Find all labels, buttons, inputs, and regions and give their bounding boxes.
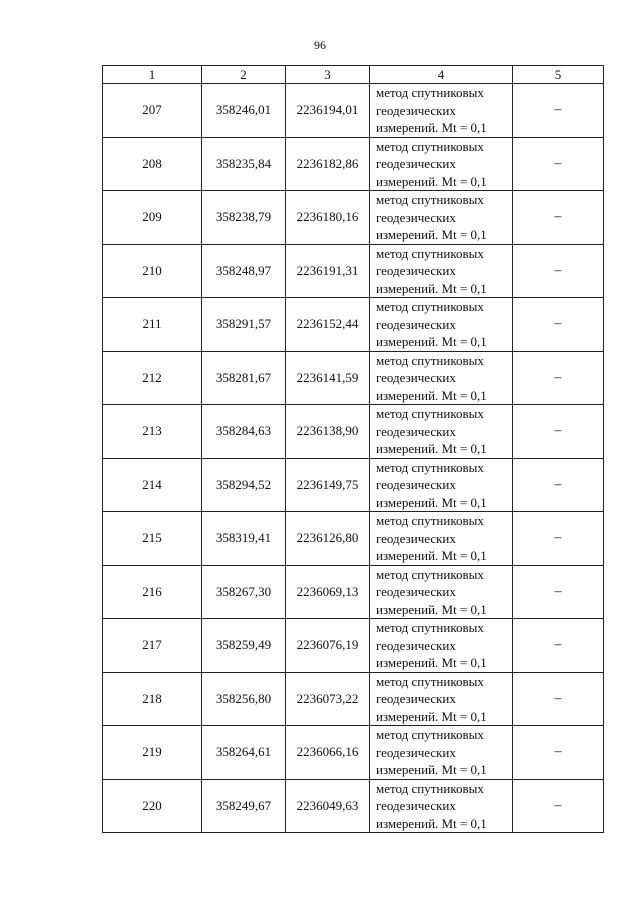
method-cell	[370, 405, 513, 459]
point-number-cell: 219	[103, 726, 202, 780]
y-coordinate-cell: 2236049,63	[286, 779, 370, 833]
method-line-1: метод спутниковых	[376, 406, 484, 421]
method-line-1: метод спутниковых	[376, 85, 484, 100]
table-row	[103, 458, 604, 512]
header-col-3: 3	[286, 66, 370, 84]
method-line-2: геодезических	[376, 691, 456, 706]
method-line-3: измерений. Mt = 0,1	[376, 441, 487, 456]
table-row	[103, 84, 604, 138]
point-number-cell: 209	[103, 191, 202, 245]
method-line-3: измерений. Mt = 0,1	[376, 173, 487, 189]
method-cell	[370, 565, 513, 619]
header-col-2: 2	[202, 66, 286, 84]
column-5-cell: –	[513, 298, 604, 352]
method-cell	[370, 298, 513, 352]
column-5-cell: –	[513, 619, 604, 673]
x-coordinate-cell: 358281,67	[202, 351, 286, 405]
method-line-2: геодезических	[376, 637, 456, 653]
method-cell	[370, 619, 513, 673]
method-line-1: метод спутниковых	[376, 192, 484, 207]
column-5-cell: –	[513, 779, 604, 833]
header-col-5: 5	[513, 66, 604, 84]
x-coordinate-cell: 358264,61	[202, 726, 286, 780]
table-row	[103, 512, 604, 566]
page-number: 96	[314, 38, 326, 52]
column-5-cell: –	[513, 84, 604, 138]
x-coordinate-cell: 358256,80	[202, 672, 286, 726]
y-coordinate-cell: 2236126,80	[286, 512, 370, 566]
y-coordinate-cell: 2236066,16	[286, 726, 370, 780]
method-line-1: метод спутниковых	[376, 727, 484, 742]
method-line-3: измерений. Mt = 0,1	[376, 494, 487, 510]
x-coordinate-cell: 358319,41	[202, 512, 286, 566]
x-coordinate-cell: 358248,97	[202, 244, 286, 298]
column-5-cell: –	[513, 512, 604, 566]
method-cell	[370, 351, 513, 405]
table-body	[103, 84, 604, 833]
method-line-2: геодезических	[376, 584, 456, 599]
method-line-3: измерений. Mt = 0,1	[376, 815, 487, 831]
point-number-cell: 208	[103, 137, 202, 191]
method-line-3: измерений. Mt = 0,1	[376, 762, 487, 777]
method-line-1: метод спутниковых	[376, 299, 484, 314]
method-cell	[370, 726, 513, 780]
y-coordinate-cell: 2236191,31	[286, 244, 370, 298]
table-row	[103, 726, 604, 780]
method-line-2: геодезических	[376, 156, 456, 171]
method-line-1: метод спутниковых	[376, 459, 484, 475]
method-cell	[370, 137, 513, 191]
point-number-cell: 212	[103, 351, 202, 405]
method-line-3: измерений. Mt = 0,1	[376, 334, 487, 349]
point-number-cell: 215	[103, 512, 202, 566]
x-coordinate-cell: 358238,79	[202, 191, 286, 245]
y-coordinate-cell: 2236180,16	[286, 191, 370, 245]
method-line-3: измерений. Mt = 0,1	[376, 280, 487, 296]
point-number-cell: 213	[103, 405, 202, 459]
x-coordinate-cell: 358284,63	[202, 405, 286, 459]
method-line-3: измерений. Mt = 0,1	[376, 120, 487, 135]
method-line-2: геодезических	[376, 102, 456, 118]
x-coordinate-cell: 358291,57	[202, 298, 286, 352]
column-5-cell: –	[513, 405, 604, 459]
method-line-1: метод спутниковых	[376, 673, 484, 689]
point-number-cell: 218	[103, 672, 202, 726]
point-number-cell: 217	[103, 619, 202, 673]
method-line-2: геодезических	[376, 370, 456, 385]
column-5-cell: –	[513, 565, 604, 619]
method-cell	[370, 512, 513, 566]
method-cell	[370, 244, 513, 298]
x-coordinate-cell: 358249,67	[202, 779, 286, 833]
point-number-cell: 220	[103, 779, 202, 833]
point-number-cell: 216	[103, 565, 202, 619]
y-coordinate-cell: 2236182,86	[286, 137, 370, 191]
column-5-cell: –	[513, 458, 604, 512]
method-cell	[370, 191, 513, 245]
method-line-2: геодезических	[376, 316, 456, 332]
method-line-3: измерений. Mt = 0,1	[376, 655, 487, 670]
table-row	[103, 137, 604, 191]
method-line-3: измерений. Mt = 0,1	[376, 548, 487, 563]
method-line-2: геодезических	[376, 530, 456, 546]
table-row	[103, 191, 604, 245]
method-cell	[370, 458, 513, 512]
method-line-3: измерений. Mt = 0,1	[376, 387, 487, 403]
y-coordinate-cell: 2236194,01	[286, 84, 370, 138]
y-coordinate-cell: 2236149,75	[286, 458, 370, 512]
point-number-cell: 214	[103, 458, 202, 512]
method-line-1: метод спутниковых	[376, 138, 484, 154]
table-row	[103, 244, 604, 298]
x-coordinate-cell: 358246,01	[202, 84, 286, 138]
column-5-cell: –	[513, 191, 604, 245]
method-line-2: геодезических	[376, 477, 456, 492]
method-line-1: метод спутниковых	[376, 245, 484, 261]
table-row	[103, 351, 604, 405]
method-cell	[370, 672, 513, 726]
method-line-2: геодезических	[376, 798, 456, 813]
x-coordinate-cell: 358267,30	[202, 565, 286, 619]
method-line-2: геодезических	[376, 263, 456, 278]
table-row	[103, 405, 604, 459]
method-line-1: метод спутниковых	[376, 513, 484, 528]
method-cell	[370, 779, 513, 833]
table-row	[103, 298, 604, 352]
header-col-1: 1	[103, 66, 202, 84]
x-coordinate-cell: 358235,84	[202, 137, 286, 191]
header-row	[103, 66, 604, 84]
method-line-2: геодезических	[376, 209, 456, 225]
method-line-3: измерений. Mt = 0,1	[376, 601, 487, 617]
y-coordinate-cell: 2236141,59	[286, 351, 370, 405]
method-line-1: метод спутниковых	[376, 780, 484, 796]
table-row	[103, 672, 604, 726]
y-coordinate-cell: 2236073,22	[286, 672, 370, 726]
column-5-cell: –	[513, 672, 604, 726]
method-line-3: измерений. Mt = 0,1	[376, 708, 487, 724]
point-number-cell: 210	[103, 244, 202, 298]
method-line-2: геодезических	[376, 423, 456, 439]
table-row	[103, 565, 604, 619]
point-number-cell: 207	[103, 84, 202, 138]
method-line-1: метод спутниковых	[376, 352, 484, 368]
method-line-3: измерений. Mt = 0,1	[376, 227, 487, 242]
point-number-cell: 211	[103, 298, 202, 352]
header-col-4: 4	[370, 66, 513, 84]
coordinates-table	[102, 65, 604, 833]
table-row	[103, 779, 604, 833]
column-5-cell: –	[513, 726, 604, 780]
column-5-cell: –	[513, 137, 604, 191]
method-line-2: геодезических	[376, 744, 456, 760]
column-5-cell: –	[513, 351, 604, 405]
y-coordinate-cell: 2236152,44	[286, 298, 370, 352]
x-coordinate-cell: 358294,52	[202, 458, 286, 512]
y-coordinate-cell: 2236138,90	[286, 405, 370, 459]
method-cell	[370, 84, 513, 138]
table-row	[103, 619, 604, 673]
y-coordinate-cell: 2236069,13	[286, 565, 370, 619]
x-coordinate-cell: 358259,49	[202, 619, 286, 673]
method-line-1: метод спутниковых	[376, 620, 484, 635]
method-line-1: метод спутниковых	[376, 566, 484, 582]
y-coordinate-cell: 2236076,19	[286, 619, 370, 673]
column-5-cell: –	[513, 244, 604, 298]
